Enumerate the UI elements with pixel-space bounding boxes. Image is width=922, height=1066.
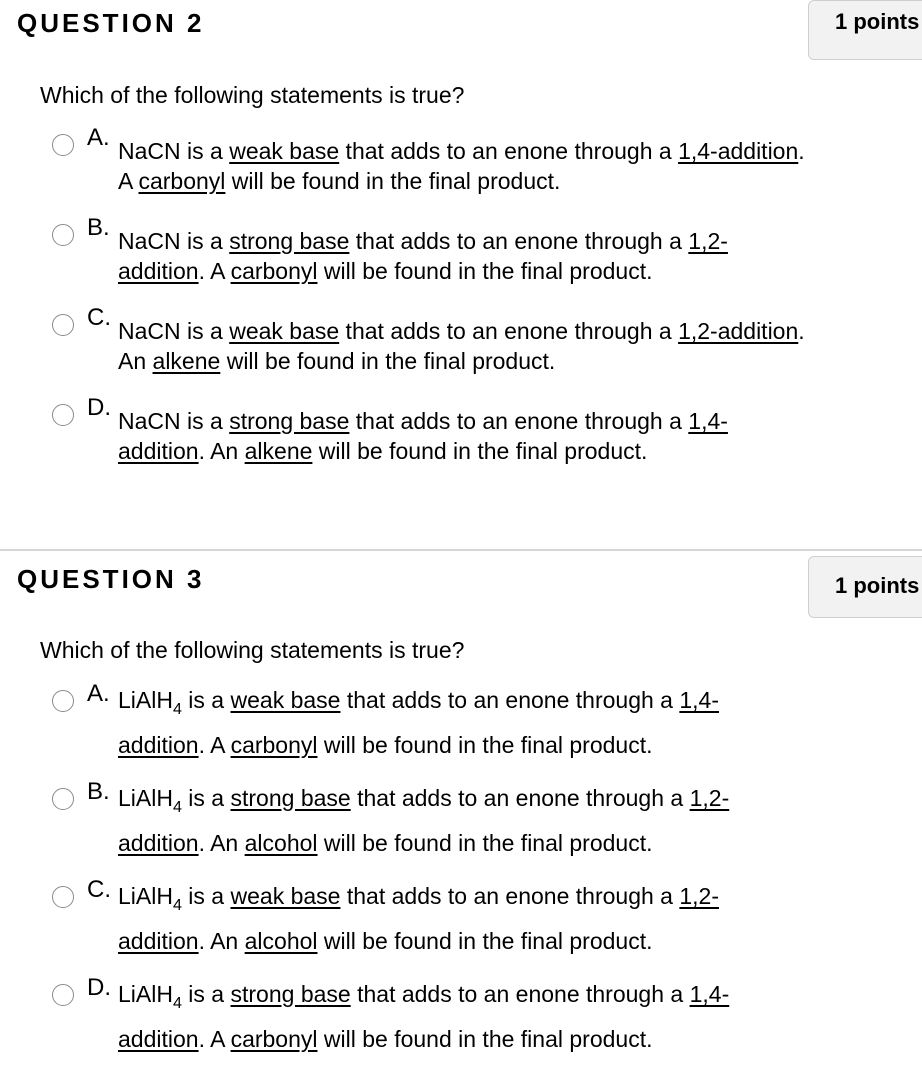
option-letter: A. [87, 124, 110, 151]
option-letter: D. [87, 974, 111, 1001]
option-letter: B. [87, 214, 110, 241]
option-text: LiAlH$_4$ is a weak base that adds to an enone through a 1,4- addition. A carbonyl will be found in the final product. [118, 687, 719, 758]
option-letter: C. [87, 876, 111, 903]
question-3 [0, 550, 922, 1066]
option-letter: D. [87, 394, 111, 421]
question-2 [0, 0, 922, 520]
radio-button[interactable] [52, 886, 74, 908]
radio-button[interactable] [52, 690, 74, 712]
question-prompt: Which of the following statements is true? [40, 82, 465, 108]
radio-button[interactable] [52, 788, 74, 810]
option-text: LiAlH$_4$ is a strong base that adds to an enone through a 1,2- addition. An alcohol will be found in the final product. [118, 785, 730, 856]
option-text: LiAlH$_4$ is a strong base that adds to an enone through a 1,4- addition. A carbonyl will be found in the final product. [118, 981, 730, 1052]
option-text: LiAlH$_4$ is a weak base that adds to an enone through a 1,2- addition. An alcohol will be found in the final product. [118, 883, 719, 954]
radio-button[interactable] [52, 984, 74, 1006]
radio-button[interactable] [52, 134, 74, 156]
question-prompt: Which of the following statements is true? [40, 637, 465, 663]
option-letter: B. [87, 778, 110, 805]
option-text: NaCN is a weak base that adds to an enone through a 1,4-addition. A carbonyl will be found in the final product. [118, 138, 805, 194]
radio-button[interactable] [52, 224, 74, 246]
radio-button[interactable] [52, 314, 74, 336]
question-title: QUESTION 2 [17, 8, 205, 38]
option-text: NaCN is a strong base that adds to an enone through a 1,2- addition. A carbonyl will be found in the final product. [118, 228, 728, 284]
radio-button[interactable] [52, 404, 74, 426]
option-letter: C. [87, 304, 111, 331]
option-letter: A. [87, 680, 110, 707]
option-text: NaCN is a strong base that adds to an enone through a 1,4- addition. An alkene will be found in the final product. [118, 408, 728, 464]
question-title: QUESTION 3 [17, 564, 205, 594]
option-text: NaCN is a weak base that adds to an enone through a 1,2-addition. An alkene will be found in the final product. [118, 318, 805, 374]
points-badge: 1 points [808, 556, 922, 618]
points-badge: 1 points [808, 0, 922, 60]
